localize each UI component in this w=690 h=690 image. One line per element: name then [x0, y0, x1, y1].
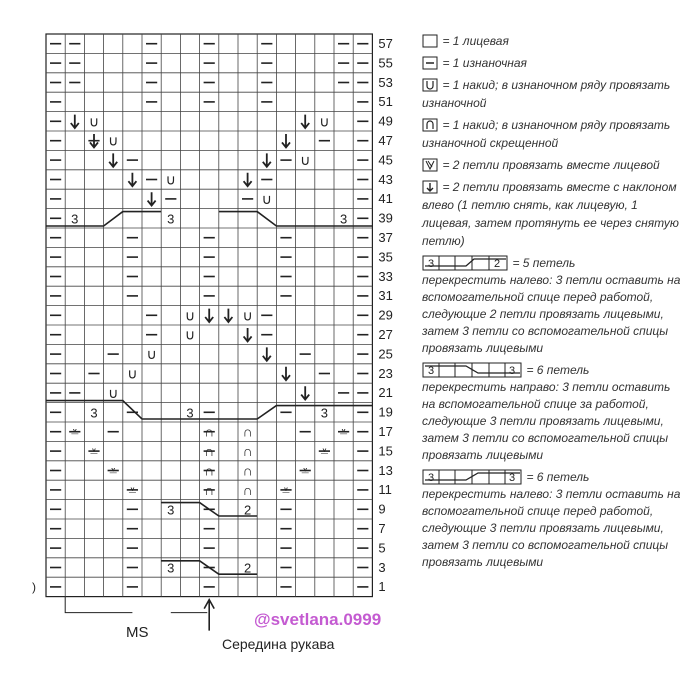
cable6l-num-3a: 3 — [428, 471, 435, 484]
yarnover-mark: ∪ — [319, 113, 330, 130]
row-number: 57 — [378, 35, 393, 51]
k2tog-mark: ⩡ — [301, 462, 310, 479]
row-number: 27 — [378, 326, 393, 342]
row-number: 3 — [378, 559, 386, 575]
row-number: 39 — [378, 210, 393, 226]
row-marker: ) — [32, 580, 36, 595]
ms-label: MS — [126, 624, 149, 641]
yarnover-mark: ∪ — [184, 307, 196, 324]
yarnover-mark: ∪ — [88, 113, 100, 130]
legend-k2tog — [422, 156, 684, 174]
yarnover-mark: ∪ — [242, 307, 253, 324]
cable-label: 3 — [167, 211, 175, 227]
yarnover-mark: ∪ — [165, 171, 176, 188]
cable-label: 2 — [243, 560, 252, 576]
row-number: 41 — [378, 191, 393, 207]
ms-bracket-left — [65, 597, 132, 613]
yarnover-twisted-mark: ∩ — [242, 481, 253, 498]
row-number: 25 — [378, 346, 393, 362]
yarnover-mark: ∪ — [146, 346, 157, 363]
row-number: 31 — [378, 288, 393, 304]
yarnover-mark: ∪ — [108, 384, 119, 401]
yarnover-twisted-symbol-icon — [422, 118, 438, 132]
yarnover-twisted-mark: ∩ — [242, 443, 253, 460]
cable6l-symbol-icon — [422, 469, 522, 485]
cable6r-num-3a: 3 — [428, 364, 435, 377]
yarnover-twisted-mark: ∩ — [204, 481, 215, 498]
k2tog-mark: ⩡ — [339, 423, 348, 440]
cable-label: 3 — [339, 211, 348, 227]
cable-label: 2 — [243, 502, 252, 518]
legend-cable6r — [422, 361, 684, 464]
legend — [422, 32, 684, 575]
legend-k2tog-left-text: = 2 петли провязать вместе с наклоном влево (1 петлю снять, как лицевую, 1 лицевая, затем протянуть ее через снятую петлю) — [422, 180, 679, 248]
row-number: 47 — [378, 132, 393, 148]
cable-label: 3 — [90, 405, 98, 421]
yarnover-mark: ∪ — [127, 365, 138, 382]
cable6r-num-3b: 3 — [509, 364, 516, 377]
yarnover-mark: ∪ — [300, 152, 311, 169]
cable5-num-2: 2 — [494, 257, 501, 270]
cable6l-num-3b: 3 — [509, 471, 516, 484]
row-number: 33 — [378, 268, 393, 284]
legend-knit — [422, 32, 684, 50]
cable-label: 3 — [320, 405, 329, 421]
legend-purl — [422, 54, 684, 72]
legend-cable5-eq: = 5 петель — [512, 256, 576, 270]
legend-cable5 — [422, 254, 684, 357]
center-label: Середина рукава — [222, 636, 335, 652]
down-arrow-symbol-icon — [422, 180, 438, 194]
row-number: 55 — [378, 55, 393, 71]
legend-cable6r-desc: перекрестить направо: 3 петли оставить на вспомогательной спице за работой, следующие 3 петли провязать лицевыми, затем 3 петли со вспомогательной спицы провязать лицевыми — [422, 380, 671, 462]
k2tog-mark: ⩡ — [282, 481, 290, 498]
legend-cable6l-desc: перекрестить налево: 3 петли оставить на вспомогательной спице перед работой, следующие 3 петли провязать лицевыми, затем 3 петли со вспомогательной спицы провязать лицевыми — [422, 487, 681, 569]
yarnover-twisted-mark: ∩ — [242, 462, 253, 479]
row-number: 43 — [378, 171, 393, 187]
yarnover-mark: ∪ — [261, 190, 272, 207]
cable5-num-3: 3 — [428, 257, 435, 270]
row-number: 37 — [378, 229, 393, 245]
yarnover-twisted-mark: ∩ — [204, 443, 215, 460]
row-number: 17 — [378, 423, 393, 439]
cable-label: 3 — [186, 405, 194, 421]
cable-label: 3 — [71, 211, 79, 227]
yarnover-mark: ∪ — [108, 132, 119, 149]
row-number: 51 — [378, 94, 393, 110]
row-number: 1 — [378, 579, 386, 595]
legend-yarnover-twisted — [422, 116, 684, 152]
row-number: 15 — [378, 443, 393, 459]
cable6r-symbol-icon — [422, 362, 522, 378]
legend-cable6l-eq: = 6 петель — [526, 470, 590, 484]
knitting-chart — [30, 28, 410, 658]
chart-grid — [30, 28, 410, 658]
watermark: @svetlana.0999 — [254, 610, 382, 629]
yarnover-twisted-mark: ∩ — [242, 423, 253, 440]
cable-label: 3 — [167, 502, 175, 518]
row-number: 49 — [378, 113, 393, 129]
row-number: 19 — [378, 404, 393, 420]
yarnover-twisted-mark: ∩ — [204, 423, 215, 440]
k2tog-mark: ⩡ — [90, 443, 98, 460]
cable-label: 3 — [167, 560, 175, 576]
row-number: 9 — [378, 501, 386, 517]
k2tog-mark: ⩡ — [128, 481, 137, 498]
row-number: 21 — [378, 385, 393, 401]
knit-symbol-icon — [422, 34, 438, 48]
cable5-symbol-icon — [422, 255, 508, 271]
legend-cable6l — [422, 468, 684, 571]
yarnover-twisted-mark: ∩ — [204, 462, 215, 479]
k2tog-mark: ⩡ — [70, 423, 79, 440]
legend-k2tog-text: = 2 петли провязать вместе лицевой — [442, 158, 660, 172]
legend-yarnover-twisted-text: = 1 накид; в изнаночном ряду провязать изнаночной скрещенной — [422, 118, 671, 150]
row-number: 53 — [378, 74, 393, 90]
k2tog-symbol-icon — [422, 158, 438, 172]
center-arrow-icon — [204, 600, 214, 631]
purl-symbol-icon — [422, 56, 438, 70]
row-number: 5 — [378, 540, 386, 556]
row-number: 45 — [378, 152, 393, 168]
row-number: 13 — [378, 462, 393, 478]
row-number: 35 — [378, 249, 393, 265]
yarnover-mark: ∪ — [184, 326, 196, 343]
legend-cable5-desc: перекрестить налево: 3 петли оставить на вспомогательной спице перед работой, следующие 2 петли провязать лицевыми, затем 3 петли со вспомогательной спицы провязать лицевыми — [422, 273, 681, 355]
legend-k2tog-left — [422, 178, 684, 250]
legend-yarnover-text: = 1 накид; в изнаночном ряду провязать изнаночной — [422, 78, 671, 110]
k2tog-mark: ⩡ — [109, 462, 118, 479]
legend-yarnover — [422, 76, 684, 112]
row-number: 23 — [378, 365, 393, 381]
k2tog-mark: ⩡ — [320, 443, 329, 460]
legend-knit-text: = 1 лицевая — [442, 34, 509, 48]
row-number: 11 — [378, 482, 392, 498]
legend-purl-text: = 1 изнаночная — [442, 56, 527, 70]
legend-cable6r-eq: = 6 петель — [526, 363, 590, 377]
row-number: 29 — [378, 307, 393, 323]
row-number: 7 — [378, 520, 386, 536]
yarnover-symbol-icon — [422, 78, 438, 92]
